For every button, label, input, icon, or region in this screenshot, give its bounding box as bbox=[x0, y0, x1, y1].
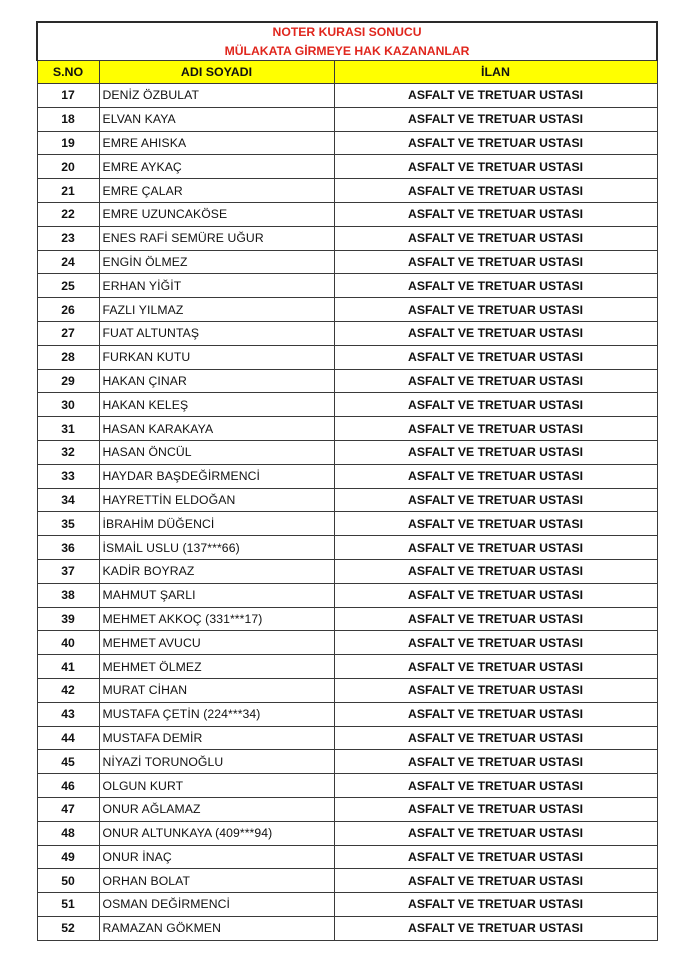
row-ilan: ASFALT VE TRETUAR USTASI bbox=[334, 321, 657, 345]
table-row bbox=[37, 750, 657, 774]
row-number: 32 bbox=[37, 440, 99, 464]
row-name: EMRE AHISKA bbox=[99, 131, 334, 155]
row-number: 20 bbox=[37, 155, 99, 179]
row-ilan: ASFALT VE TRETUAR USTASI bbox=[334, 559, 657, 583]
row-number: 49 bbox=[37, 845, 99, 869]
table-row bbox=[37, 845, 657, 869]
row-ilan: ASFALT VE TRETUAR USTASI bbox=[334, 583, 657, 607]
row-ilan: ASFALT VE TRETUAR USTASI bbox=[334, 488, 657, 512]
row-ilan: ASFALT VE TRETUAR USTASI bbox=[334, 440, 657, 464]
row-name: HAKAN KELEŞ bbox=[99, 393, 334, 417]
row-name: MEHMET AVUCU bbox=[99, 631, 334, 655]
results-table bbox=[36, 21, 658, 941]
table-row bbox=[37, 536, 657, 560]
row-ilan: ASFALT VE TRETUAR USTASI bbox=[334, 84, 657, 108]
row-name: RAMAZAN GÖKMEN bbox=[99, 916, 334, 940]
row-number: 17 bbox=[37, 84, 99, 108]
table-row bbox=[37, 202, 657, 226]
row-number: 50 bbox=[37, 869, 99, 893]
table-row bbox=[37, 393, 657, 417]
row-name: ENES RAFİ SEMÜRE UĞUR bbox=[99, 226, 334, 250]
row-number: 36 bbox=[37, 536, 99, 560]
row-number: 30 bbox=[37, 393, 99, 417]
row-ilan: ASFALT VE TRETUAR USTASI bbox=[334, 369, 657, 393]
row-ilan: ASFALT VE TRETUAR USTASI bbox=[334, 607, 657, 631]
row-ilan: ASFALT VE TRETUAR USTASI bbox=[334, 226, 657, 250]
row-name: MAHMUT ŞARLI bbox=[99, 583, 334, 607]
table-row bbox=[37, 155, 657, 179]
row-ilan: ASFALT VE TRETUAR USTASI bbox=[334, 512, 657, 536]
row-ilan: ASFALT VE TRETUAR USTASI bbox=[334, 131, 657, 155]
row-name: ONUR ALTUNKAYA (409***94) bbox=[99, 821, 334, 845]
table-row bbox=[37, 250, 657, 274]
row-name: EMRE AYKAÇ bbox=[99, 155, 334, 179]
row-name: FUAT ALTUNTAŞ bbox=[99, 321, 334, 345]
table-row bbox=[37, 226, 657, 250]
row-number: 35 bbox=[37, 512, 99, 536]
row-number: 40 bbox=[37, 631, 99, 655]
row-ilan: ASFALT VE TRETUAR USTASI bbox=[334, 107, 657, 131]
row-number: 27 bbox=[37, 321, 99, 345]
row-name: MEHMET ÖLMEZ bbox=[99, 655, 334, 679]
table-row bbox=[37, 345, 657, 369]
row-ilan: ASFALT VE TRETUAR USTASI bbox=[334, 417, 657, 441]
row-name: HASAN ÖNCÜL bbox=[99, 440, 334, 464]
row-number: 18 bbox=[37, 107, 99, 131]
table-row bbox=[37, 321, 657, 345]
row-ilan: ASFALT VE TRETUAR USTASI bbox=[334, 845, 657, 869]
table-row bbox=[37, 678, 657, 702]
row-name: ORHAN BOLAT bbox=[99, 869, 334, 893]
row-number: 21 bbox=[37, 179, 99, 203]
table-row bbox=[37, 298, 657, 322]
row-name: ERHAN YİĞİT bbox=[99, 274, 334, 298]
row-number: 28 bbox=[37, 345, 99, 369]
row-ilan: ASFALT VE TRETUAR USTASI bbox=[334, 298, 657, 322]
row-name: EMRE ÇALAR bbox=[99, 179, 334, 203]
table-row bbox=[37, 821, 657, 845]
row-ilan: ASFALT VE TRETUAR USTASI bbox=[334, 797, 657, 821]
row-name: HAYRETTİN ELDOĞAN bbox=[99, 488, 334, 512]
row-name: ELVAN KAYA bbox=[99, 107, 334, 131]
table-row bbox=[37, 440, 657, 464]
row-ilan: ASFALT VE TRETUAR USTASI bbox=[334, 893, 657, 917]
row-ilan: ASFALT VE TRETUAR USTASI bbox=[334, 393, 657, 417]
row-ilan: ASFALT VE TRETUAR USTASI bbox=[334, 916, 657, 940]
row-ilan: ASFALT VE TRETUAR USTASI bbox=[334, 345, 657, 369]
row-name: İSMAİL USLU (137***66) bbox=[99, 536, 334, 560]
table-row bbox=[37, 369, 657, 393]
row-name: OSMAN DEĞİRMENCİ bbox=[99, 893, 334, 917]
row-number: 44 bbox=[37, 726, 99, 750]
table-row bbox=[37, 559, 657, 583]
row-name: NİYAZİ TORUNOĞLU bbox=[99, 750, 334, 774]
table-row bbox=[37, 869, 657, 893]
row-ilan: ASFALT VE TRETUAR USTASI bbox=[334, 750, 657, 774]
row-number: 23 bbox=[37, 226, 99, 250]
table-row bbox=[37, 797, 657, 821]
table-row bbox=[37, 179, 657, 203]
row-ilan: ASFALT VE TRETUAR USTASI bbox=[334, 821, 657, 845]
header-row bbox=[37, 61, 657, 84]
row-name: ENGİN ÖLMEZ bbox=[99, 250, 334, 274]
table-row bbox=[37, 702, 657, 726]
table-row bbox=[37, 84, 657, 108]
header-name: ADI SOYADI bbox=[99, 61, 334, 84]
table-row bbox=[37, 274, 657, 298]
row-number: 42 bbox=[37, 678, 99, 702]
table-row bbox=[37, 512, 657, 536]
row-number: 51 bbox=[37, 893, 99, 917]
table-row bbox=[37, 631, 657, 655]
row-number: 33 bbox=[37, 464, 99, 488]
row-number: 38 bbox=[37, 583, 99, 607]
row-number: 25 bbox=[37, 274, 99, 298]
row-ilan: ASFALT VE TRETUAR USTASI bbox=[334, 869, 657, 893]
table-row bbox=[37, 488, 657, 512]
row-ilan: ASFALT VE TRETUAR USTASI bbox=[334, 702, 657, 726]
table-row bbox=[37, 774, 657, 798]
row-ilan: ASFALT VE TRETUAR USTASI bbox=[334, 536, 657, 560]
row-name: OLGUN KURT bbox=[99, 774, 334, 798]
row-number: 29 bbox=[37, 369, 99, 393]
row-name: MUSTAFA DEMİR bbox=[99, 726, 334, 750]
row-name: HAKAN ÇINAR bbox=[99, 369, 334, 393]
row-name: MUSTAFA ÇETİN (224***34) bbox=[99, 702, 334, 726]
row-number: 19 bbox=[37, 131, 99, 155]
row-number: 24 bbox=[37, 250, 99, 274]
row-name: DENİZ ÖZBULAT bbox=[99, 84, 334, 108]
row-ilan: ASFALT VE TRETUAR USTASI bbox=[334, 179, 657, 203]
row-ilan: ASFALT VE TRETUAR USTASI bbox=[334, 655, 657, 679]
row-number: 41 bbox=[37, 655, 99, 679]
row-ilan: ASFALT VE TRETUAR USTASI bbox=[334, 464, 657, 488]
row-ilan: ASFALT VE TRETUAR USTASI bbox=[334, 202, 657, 226]
title-row-1 bbox=[37, 22, 657, 42]
document-title: NOTER KURASI SONUCU bbox=[37, 22, 657, 42]
row-number: 47 bbox=[37, 797, 99, 821]
row-name: KADİR BOYRAZ bbox=[99, 559, 334, 583]
row-ilan: ASFALT VE TRETUAR USTASI bbox=[334, 155, 657, 179]
row-name: HAYDAR BAŞDEĞİRMENCİ bbox=[99, 464, 334, 488]
row-ilan: ASFALT VE TRETUAR USTASI bbox=[334, 774, 657, 798]
row-ilan: ASFALT VE TRETUAR USTASI bbox=[334, 726, 657, 750]
row-name: EMRE UZUNCAKÖSE bbox=[99, 202, 334, 226]
row-number: 52 bbox=[37, 916, 99, 940]
row-ilan: ASFALT VE TRETUAR USTASI bbox=[334, 274, 657, 298]
row-number: 31 bbox=[37, 417, 99, 441]
row-number: 45 bbox=[37, 750, 99, 774]
row-number: 48 bbox=[37, 821, 99, 845]
row-name: ONUR İNAÇ bbox=[99, 845, 334, 869]
table-row bbox=[37, 583, 657, 607]
row-ilan: ASFALT VE TRETUAR USTASI bbox=[334, 678, 657, 702]
row-ilan: ASFALT VE TRETUAR USTASI bbox=[334, 631, 657, 655]
table-row bbox=[37, 916, 657, 940]
table-row bbox=[37, 417, 657, 441]
row-name: FURKAN KUTU bbox=[99, 345, 334, 369]
table-row bbox=[37, 893, 657, 917]
table-row bbox=[37, 726, 657, 750]
row-number: 39 bbox=[37, 607, 99, 631]
row-number: 37 bbox=[37, 559, 99, 583]
row-name: MEHMET AKKOÇ (331***17) bbox=[99, 607, 334, 631]
document-subtitle: MÜLAKATA GİRMEYE HAK KAZANANLAR bbox=[37, 42, 657, 61]
row-name: ONUR AĞLAMAZ bbox=[99, 797, 334, 821]
row-ilan: ASFALT VE TRETUAR USTASI bbox=[334, 250, 657, 274]
table-row bbox=[37, 655, 657, 679]
row-number: 26 bbox=[37, 298, 99, 322]
title-row-2 bbox=[37, 42, 657, 61]
row-number: 43 bbox=[37, 702, 99, 726]
row-number: 34 bbox=[37, 488, 99, 512]
table-row bbox=[37, 131, 657, 155]
row-name: HASAN KARAKAYA bbox=[99, 417, 334, 441]
row-name: FAZLI YILMAZ bbox=[99, 298, 334, 322]
table-row bbox=[37, 607, 657, 631]
header-ilan: İLAN bbox=[334, 61, 657, 84]
row-number: 46 bbox=[37, 774, 99, 798]
table-row bbox=[37, 107, 657, 131]
row-name: İBRAHİM DÜĞENCİ bbox=[99, 512, 334, 536]
table-row bbox=[37, 464, 657, 488]
header-sno: S.NO bbox=[37, 61, 99, 84]
row-number: 22 bbox=[37, 202, 99, 226]
row-name: MURAT CİHAN bbox=[99, 678, 334, 702]
